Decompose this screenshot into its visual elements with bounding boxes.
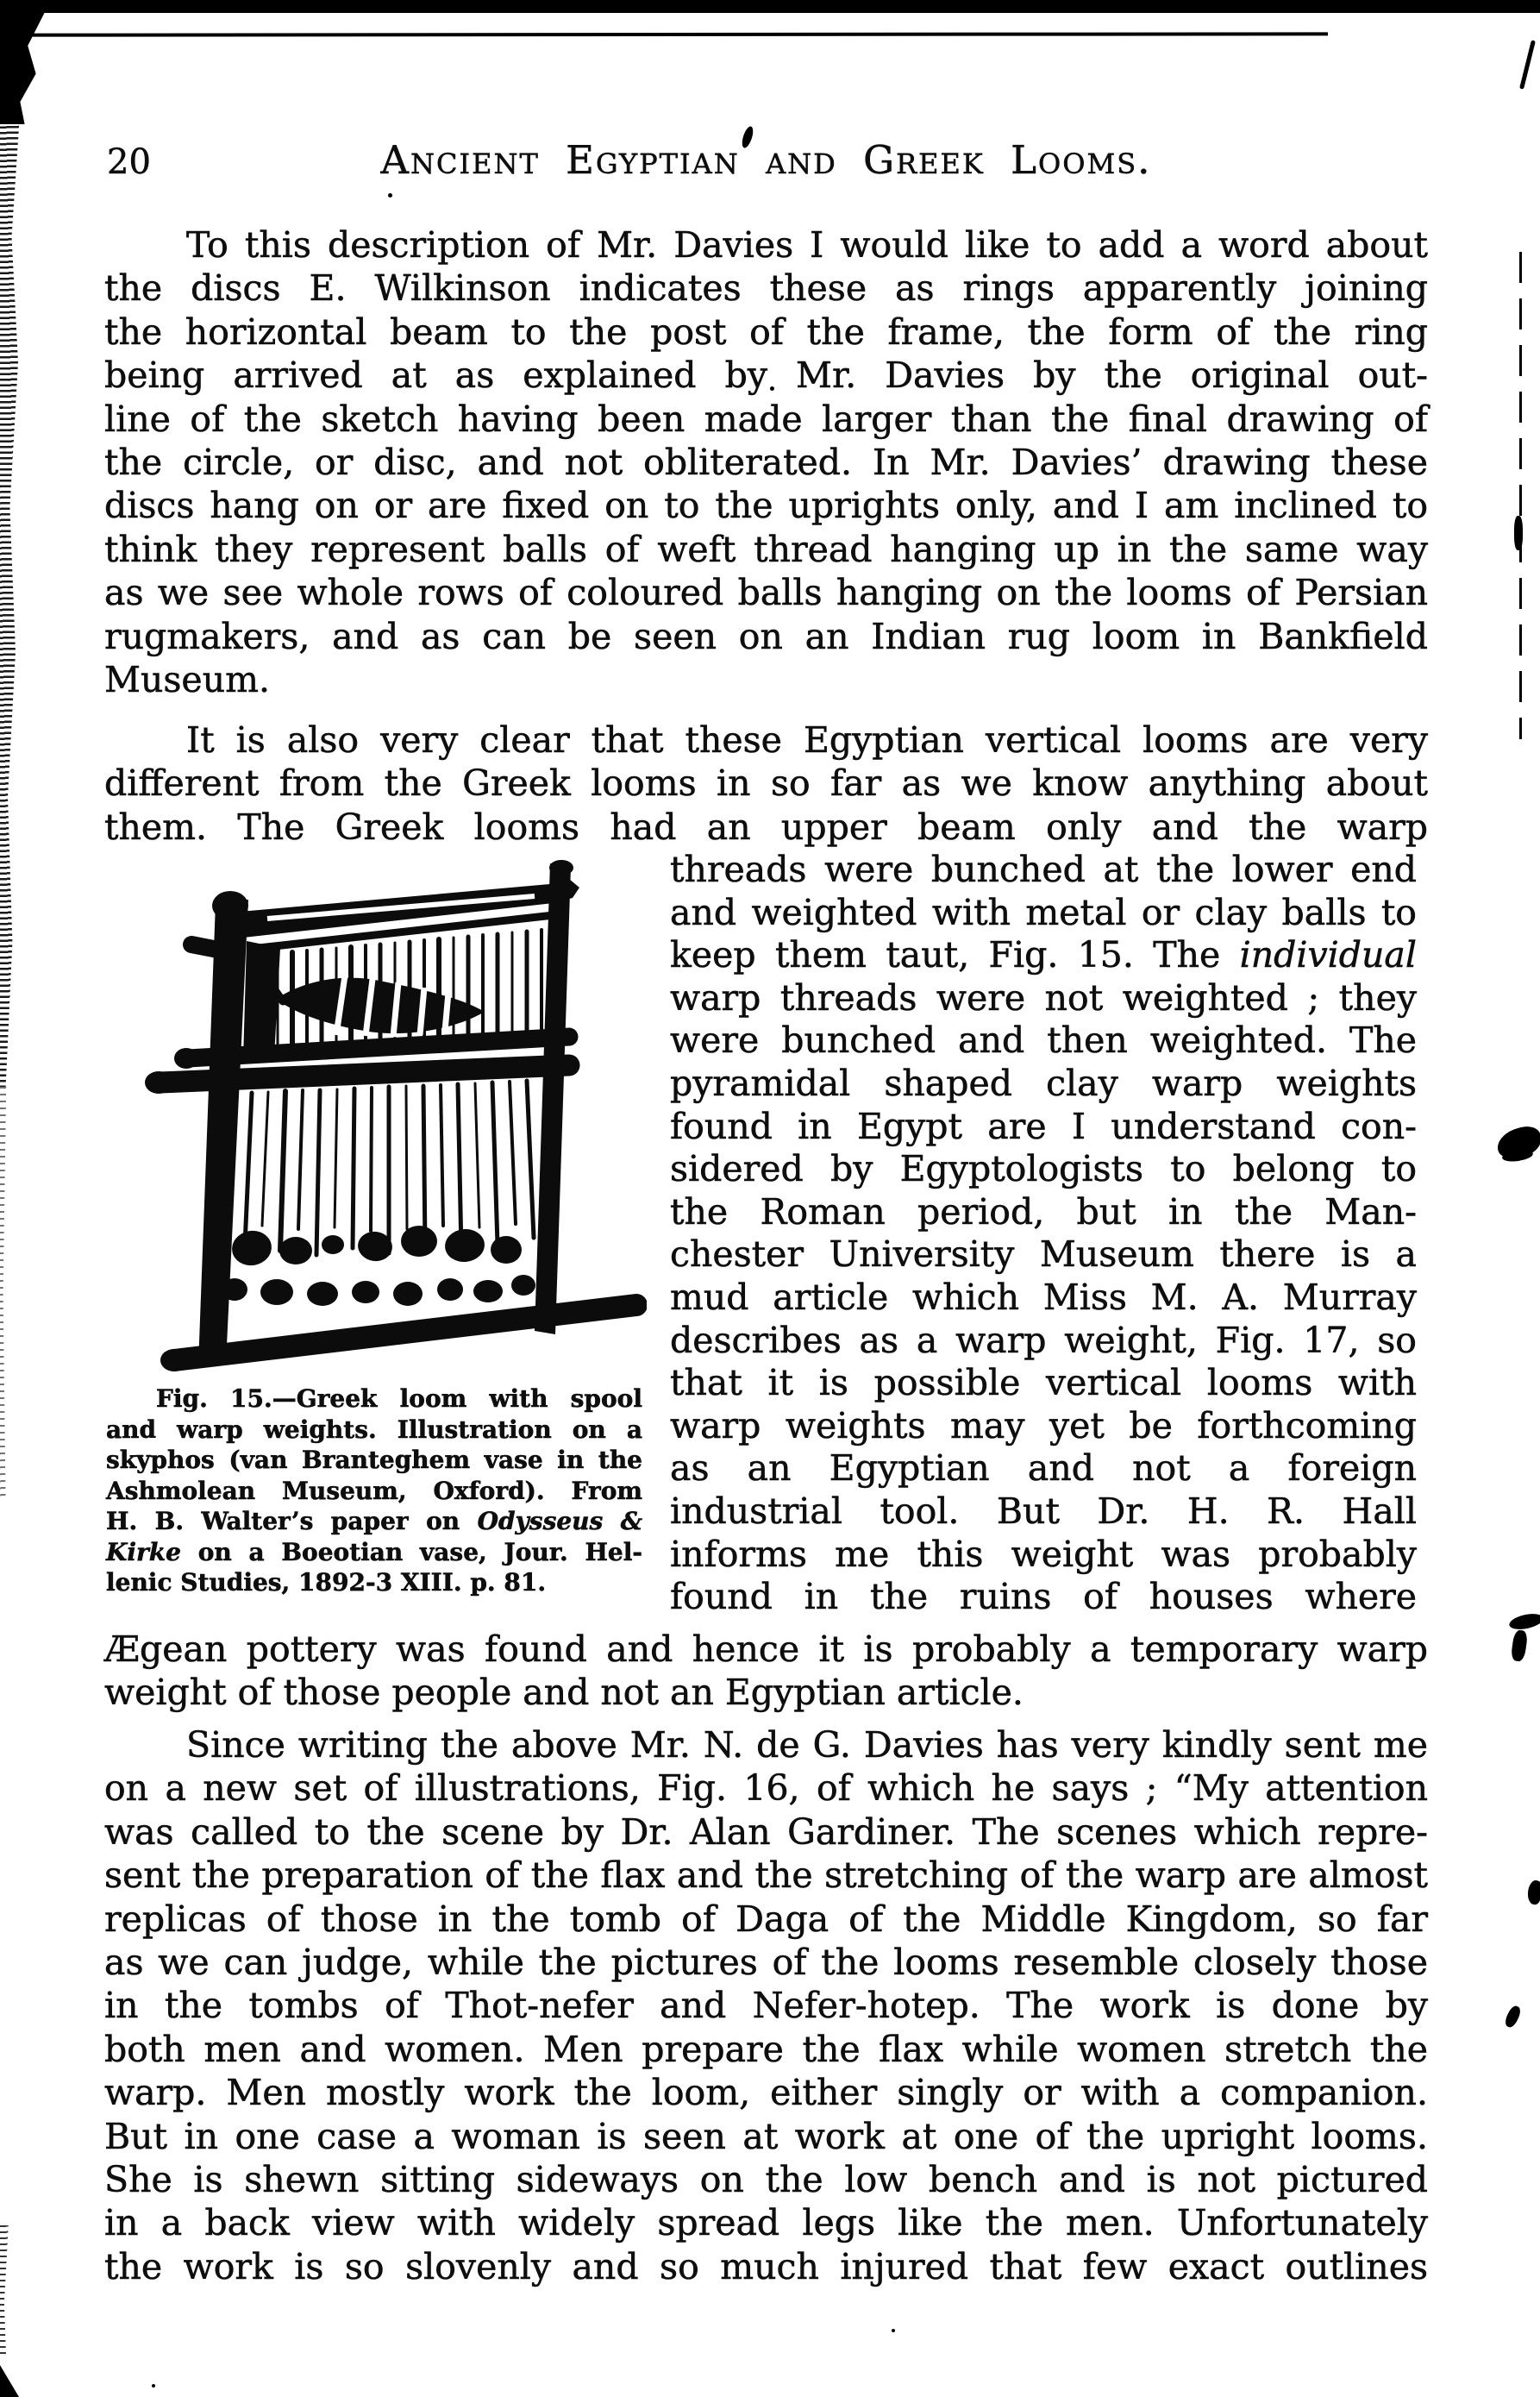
text-line: think they represent balls of weft thread hanging up in the same way — [104, 528, 1428, 570]
text-line: both men and women. Men prepare the flax while women stretch the — [104, 2028, 1428, 2070]
scan-noise-left-top — [0, 12, 45, 124]
text-line: was called to the scene by Dr. Alan Gardiner. The scenes which repre- — [104, 1810, 1428, 1853]
text-line: warp threads were not weighted ; they — [670, 976, 1417, 1019]
page-title: Ancient Egyptian and Greek Looms. — [380, 137, 1152, 183]
text-line: warp. Men mostly work the loom, either singly or with a companion. — [104, 2072, 1428, 2114]
text-line: found in Egypt are I understand con- — [670, 1105, 1417, 1147]
text-line: on a new set of illustrations, Fig. 16, of which he says ; “My attention — [104, 1767, 1428, 1810]
text-line: But in one case a woman is seen at work at one of the upright looms. — [104, 2115, 1428, 2157]
scan-bottom-left-corner-mark — [0, 2365, 19, 2397]
text-line: Since writing the above Mr. N. de G. Davies has very kindly sent me — [186, 1724, 1428, 1766]
paragraph-1 — [104, 223, 1428, 701]
text-line: them. The Greek looms had an upper beam only and the warp — [104, 806, 1428, 848]
paragraph-3 — [104, 1723, 1428, 2288]
page-number: 20 — [107, 142, 151, 182]
text-line: as we can judge, while the pictures of the looms resemble closely those — [104, 1941, 1428, 1983]
paragraph-2-beside-figure — [670, 849, 1417, 1619]
scan-edge-top-bar — [0, 0, 1540, 13]
caption-line: Ashmolean Museum, Oxford). From — [106, 1476, 642, 1505]
text-line: the Roman period, but in the Man- — [670, 1190, 1417, 1233]
scan-edge-top-line — [24, 32, 1328, 36]
text-line: found in the ruins of houses where — [670, 1576, 1417, 1618]
margin-ink-blot — [1508, 1611, 1540, 1632]
text-line: discs hang on or are fixed on to the uprights only, and I am inclined to — [104, 485, 1428, 527]
text-line: line of the sketch having been made larger than the final drawing of — [104, 398, 1428, 440]
scan-noise-left-band-2 — [0, 1087, 10, 1501]
text-line: industrial tool. But Dr. H. R. Hall — [670, 1490, 1417, 1532]
text-line: replicas of those in the tomb of Daga of the Middle Kingdom, so far — [104, 1898, 1428, 1940]
text-line: as an Egyptian and not a foreign — [670, 1447, 1417, 1490]
text-line: warp weights may yet be forthcoming — [670, 1404, 1417, 1446]
text-line: She is shewn sitting sideways on the low bench and is not pictured — [104, 2158, 1428, 2200]
text-line: threads were bunched at the lower end — [670, 849, 1417, 890]
scan-right-line-blob — [1514, 516, 1523, 550]
text-line: Ægean pottery was found and hence it is probably a temporary warp — [104, 1628, 1428, 1670]
margin-ink-blot — [1526, 1879, 1540, 1905]
text-line: sidered by Egyptologists to belong to — [670, 1148, 1417, 1190]
ink-speck — [152, 2384, 155, 2388]
caption-line: Kirke on a Boeotian vase, Jour. Hel- — [106, 1537, 642, 1566]
text-line: in the tombs of Thot-nefer and Nefer-hotep. The work is done by — [104, 1985, 1428, 2027]
ink-speck — [892, 2329, 895, 2332]
scan-right-dashed-line — [1519, 252, 1522, 739]
text-line: chester University Museum there is a — [670, 1233, 1417, 1276]
caption-line: and warp weights. Illustration on a — [106, 1415, 642, 1444]
text-line: pyramidal shaped clay warp weights — [670, 1062, 1417, 1104]
scan-noise-left-band — [0, 121, 26, 1087]
text-line: being arrived at as explained by Mr. Davies by the original out- — [104, 355, 1428, 397]
text-line: in a back view with widely spread legs like the men. Unfortunately — [104, 2202, 1428, 2244]
margin-ink-blot — [1511, 1629, 1529, 1662]
text-line: were bunched and then weighted. The — [670, 1020, 1417, 1062]
text-line: mud article which Miss M. A. Murray — [670, 1276, 1417, 1318]
text-line: rugmakers, and as can be seen on an Indian rug loom in Bankfield — [104, 615, 1428, 657]
caption-line: skyphos (van Branteghem vase in the — [106, 1446, 642, 1474]
text-line: the horizontal beam to the post of the frame, the form of the ring — [104, 311, 1428, 353]
scan-top-right-tick — [1519, 40, 1536, 89]
text-line: the circle, or disc, and not obliterated. In Mr. Davies’ drawing these — [104, 441, 1428, 483]
scan-noise-left-band-3 — [0, 2225, 12, 2355]
caption-line: lenic Studies, 1892-3 XIII. p. 81. — [106, 1568, 547, 1597]
text-line: different from the Greek looms in so far as we know anything about — [104, 762, 1428, 805]
text-line: It is also very clear that these Egyptian vertical looms are very — [186, 719, 1428, 761]
text-line: To this description of Mr. Davies I would like to add a word about — [186, 224, 1428, 266]
text-line: that it is possible vertical looms with — [670, 1362, 1417, 1404]
text-line: weight of those people and not an Egyptian article. — [104, 1672, 1024, 1714]
figure-15-caption — [106, 1384, 642, 1598]
margin-ink-blot — [1503, 2004, 1523, 2029]
ink-speck — [388, 193, 392, 198]
caption-line: H. B. Walter’s paper on Odysseus & — [106, 1507, 642, 1535]
caption-line: Fig. 15.—Greek loom with spool — [156, 1384, 642, 1413]
text-line: as we see whole rows of coloured balls hanging on the looms of Persian — [104, 572, 1428, 614]
figure-15-loom-drawing — [129, 858, 647, 1380]
paragraph-2-after-figure — [104, 1628, 1428, 1715]
text-line: keep them taut, Fig. 15. The individual — [670, 934, 1417, 976]
text-line: sent the preparation of the flax and the stretching of the warp are almost — [104, 1854, 1428, 1897]
text-line: the discs E. Wilkinson indicates these as rings apparently joining — [104, 267, 1428, 310]
text-line: the work is so slovenly and so much injured that few exact outlines — [104, 2245, 1428, 2287]
text-line: Museum. — [104, 658, 271, 700]
paragraph-2-full-width — [104, 718, 1428, 849]
text-line: informs me this weight was probably — [670, 1533, 1417, 1575]
text-line: and weighted with metal or clay balls to — [670, 891, 1417, 933]
text-line: describes as a warp weight, Fig. 17, so — [670, 1319, 1417, 1361]
